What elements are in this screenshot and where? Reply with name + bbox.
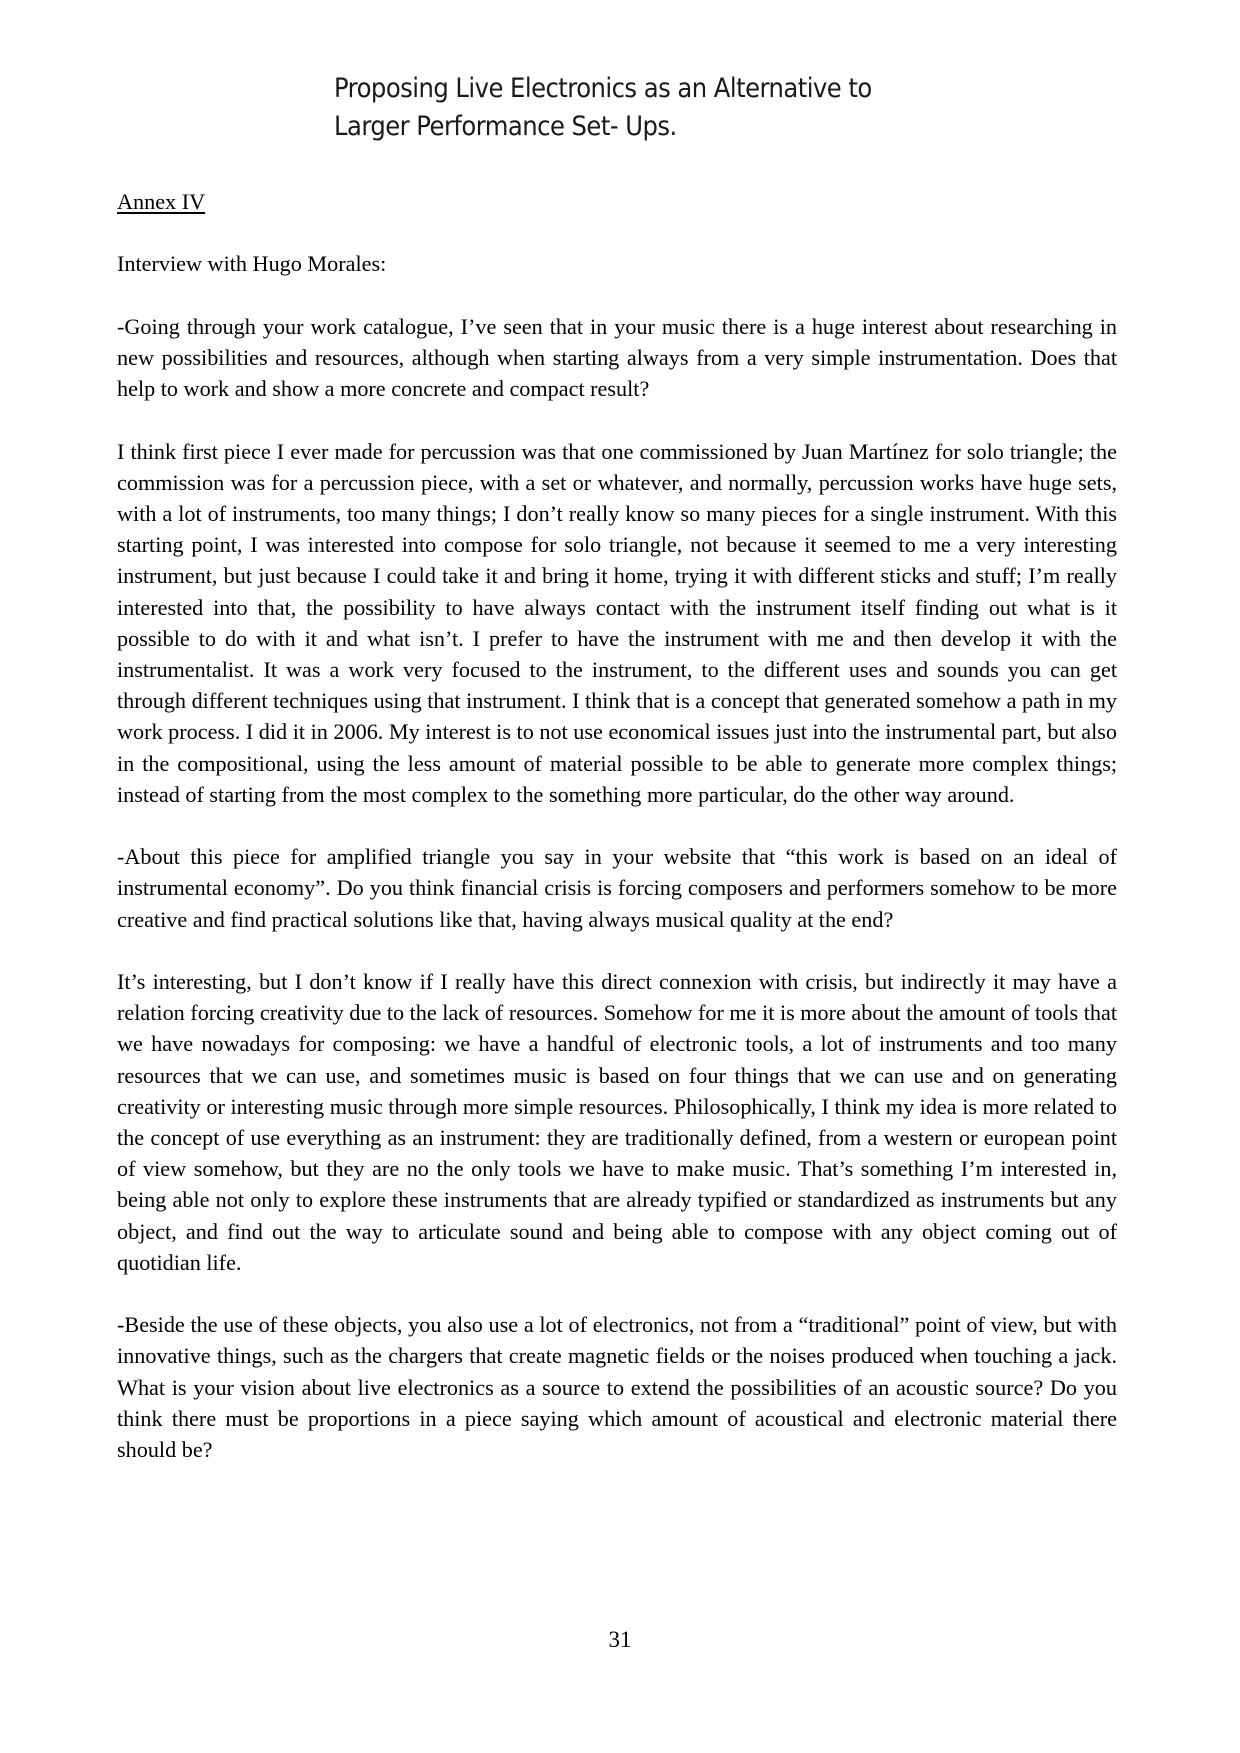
interview-question: -About this piece for amplified triangle you say in your website that “this work is based on an ideal of instrumental economy”. Do you think financial crisis is forcing composers and performers somehow to be more creative and find practical solutions like that, having always musical quality at the end? bbox=[117, 844, 1117, 932]
interview-question: -Going through your work catalogue, I’ve seen that in your music there is a huge interest about researching in new possibilities and resources, although when starting always from a very simple instrumentation. Does that help to work and show a more concrete and compact result? bbox=[117, 313, 1117, 402]
interview-intro: Interview with Hugo Morales: bbox=[117, 251, 387, 277]
running-header-line-1: Proposing Live Electronics as an Alternative to bbox=[334, 73, 872, 104]
running-header-line-2: Larger Performance Set- Ups. bbox=[334, 111, 677, 142]
page-body bbox=[117, 186, 1117, 1496]
interview-answer: I think first piece I ever made for percussion was that one commissioned by Juan Martínez for solo triangle; the commission was for a percussion piece, with a set or whatever, and normally, percussion works have huge sets, with a lot of instruments, too many things; I don’t really know so many pieces for a single instrument. With this starting point, I was interested into compose for solo triangle, not because it seemed to me a very interesting instrument, but just because I could take it and bring it home, trying it with different sticks and stuff; I’m really interested into that, the possibility to have always contact with the instrument itself finding out what is it possible to do with it and what isn’t. I prefer to have the instrument with me and then develop it with the instrumentalist. It was a work very focused to the instrument, to the different uses and sounds you can get through different techniques using that instrument. I think that is a concept that generated somehow a path in my work process. I did it in 2006. My interest is to not use economical issues just into the instrumental part, but also in the compositional, using the less amount of material possible to be able to generate more complex things; instead of starting from the most complex to the something more particular, do the other way around. bbox=[117, 438, 1117, 807]
page-number: 31 bbox=[608, 1627, 632, 1652]
running-header-title bbox=[334, 70, 892, 146]
interview-answer: It’s interesting, but I don’t know if I really have this direct connexion with crisis, but indirectly it may have a relation forcing creativity due to the lack of resources. Somehow for me it is more about the amount of tools that we have nowadays for composing: we have a handful of electronic tools, a lot of instruments and too many resources that we can use, and sometimes music is based on four things that we can use and on generating creativity or interesting music through more simple resources. Philosophically, I think my idea is more related to the concept of use everything as an instrument: they are traditionally defined, from a western or european point of view somehow, but they are no the only tools we have to make music. That’s something I’m interested in, being able not only to explore these instruments that are already typified or standardized as instruments but any object, and find out the way to articulate sound and being able to compose with any object coming out of quotidian life. bbox=[117, 969, 1118, 1275]
interview-question: -Beside the use of these objects, you also use a lot of electronics, not from a “traditional” point of view, but with innovative things, such as the chargers that create magnetic fields or the noises produced when touching a jack. What is your vision about live electronics as a source to extend the possibilities of an acoustic source? Do you think there must be proportions in a piece saying which amount of acoustical and electronic material there should be? bbox=[117, 1312, 1117, 1463]
annex-heading: Annex IV bbox=[117, 189, 206, 214]
